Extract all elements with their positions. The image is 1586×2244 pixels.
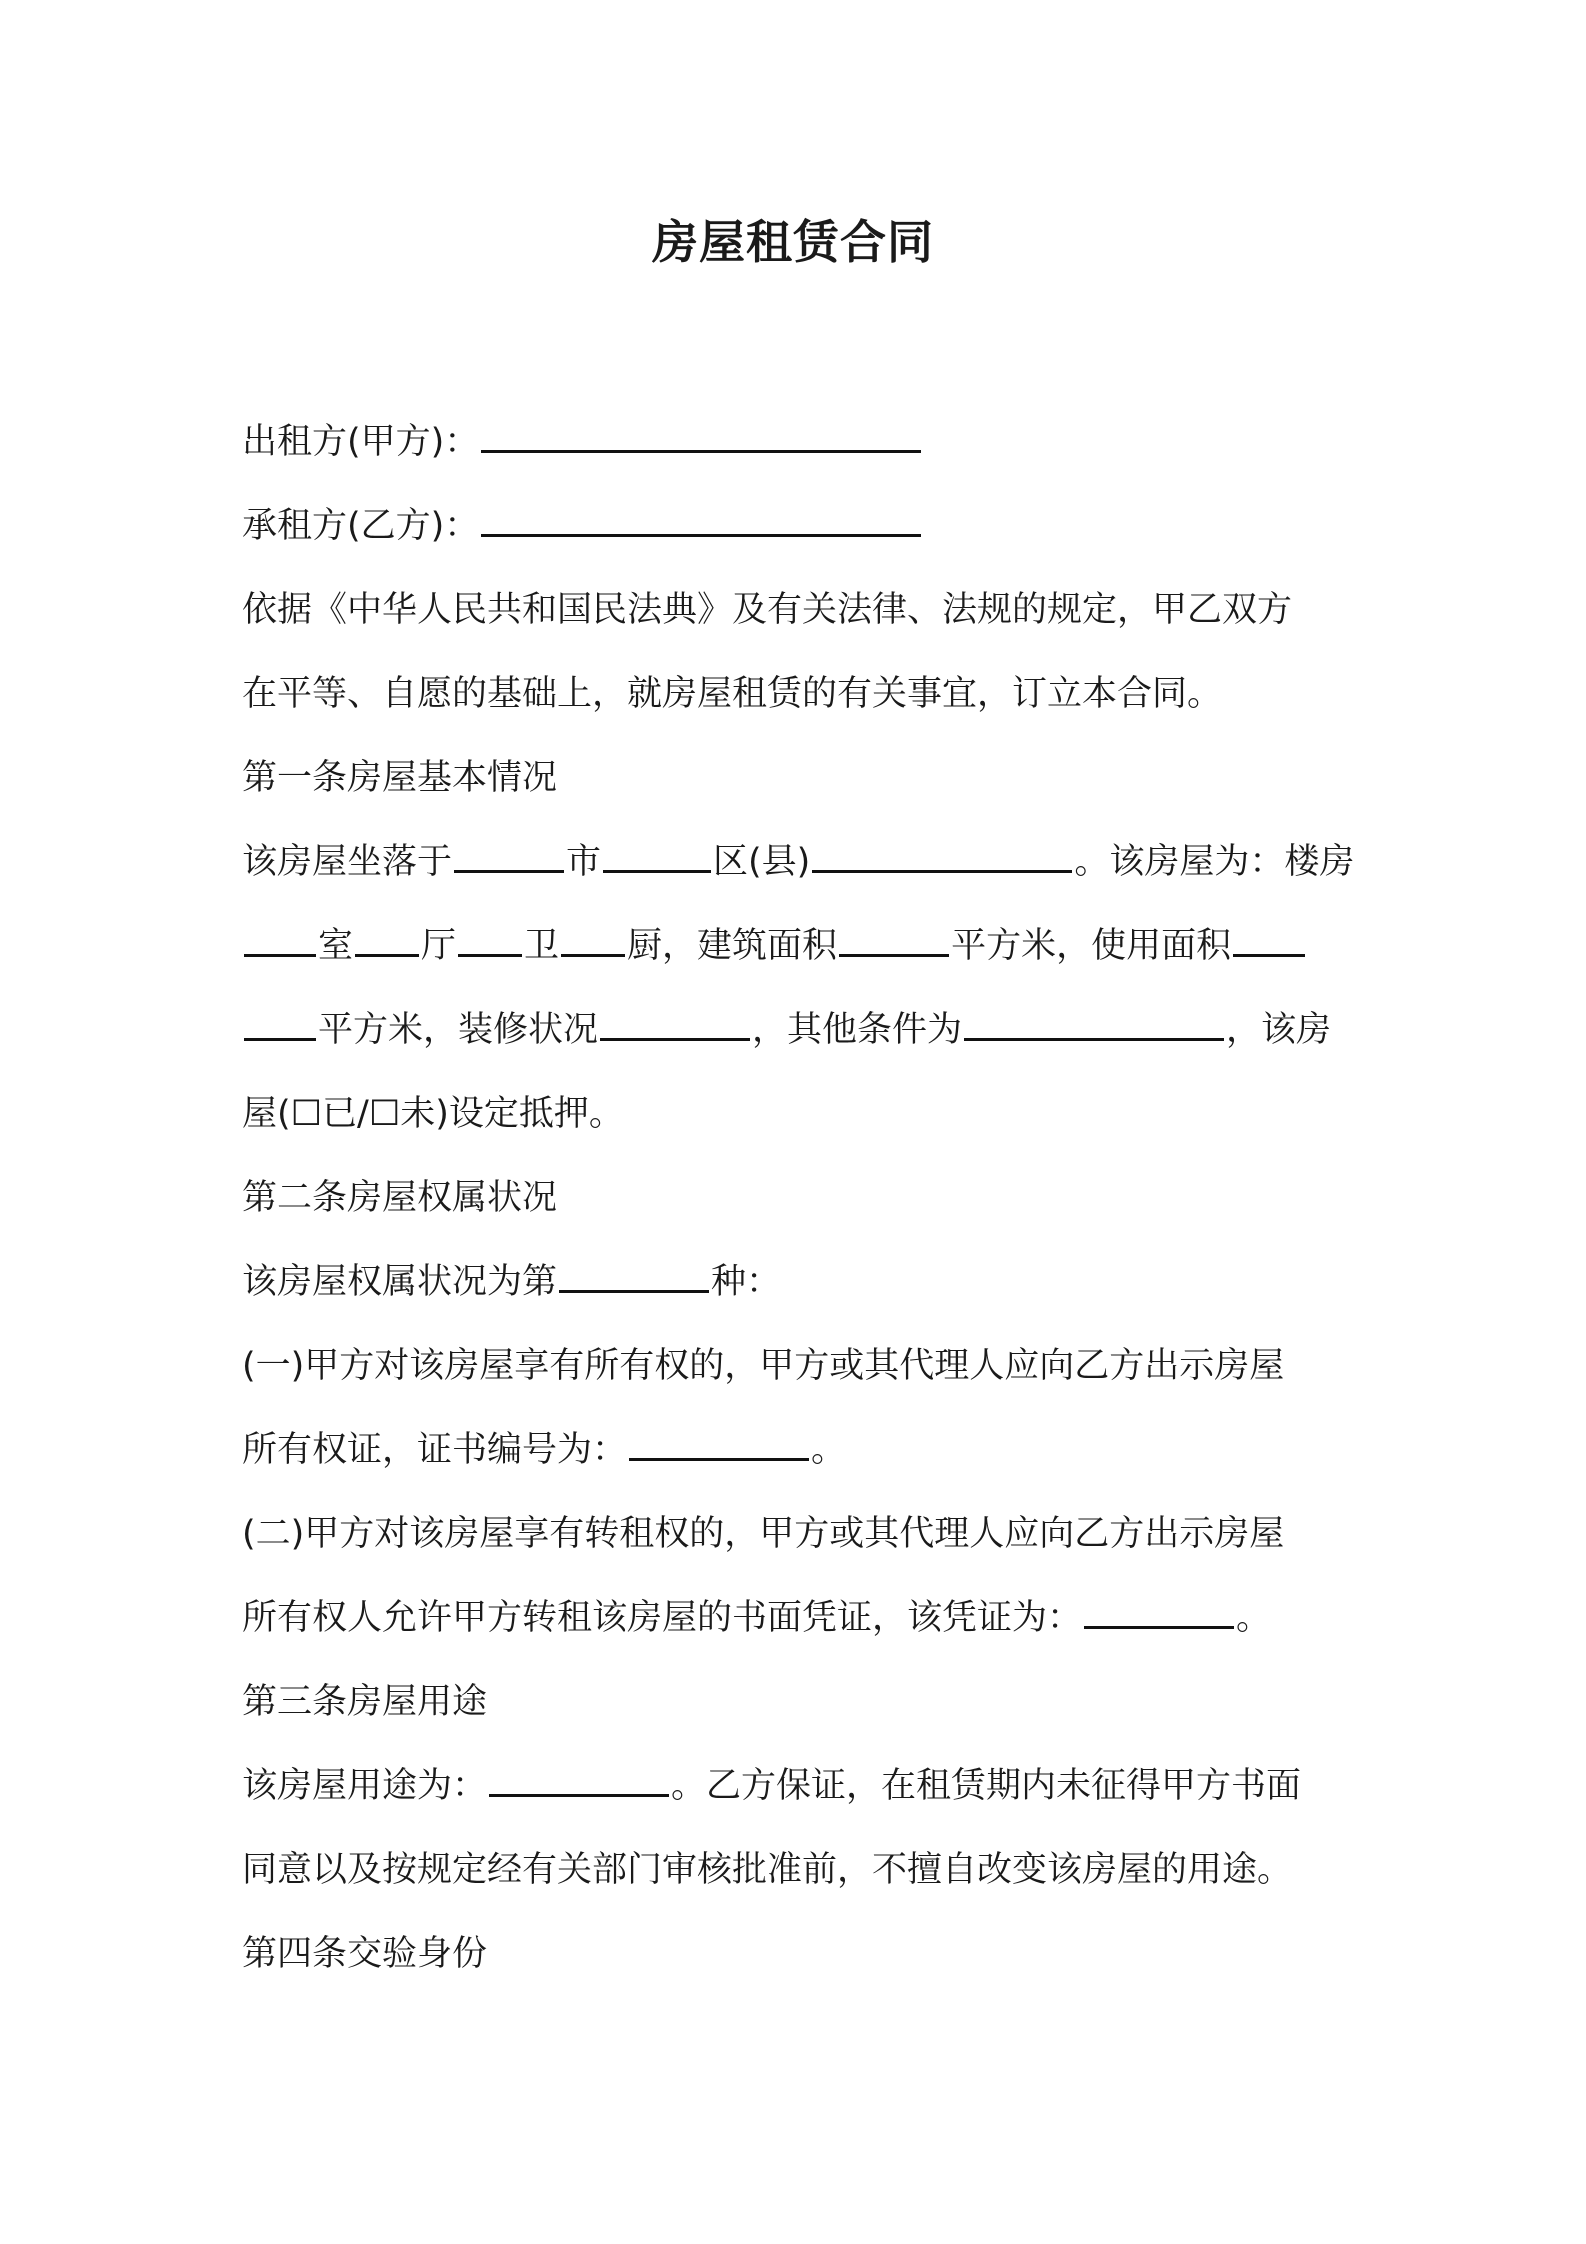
article-3-line-1 [242,1744,1362,1828]
article-4-heading: 第四条交验身份 [242,1934,488,1974]
district-field[interactable] [603,842,711,873]
text: 厅 [421,926,457,966]
text: 该房屋坐落于 [242,842,453,882]
text: 厨，建筑面积 [627,926,838,966]
sublet-certificate-field[interactable] [1084,1598,1234,1629]
article-3-heading: 第三条房屋用途 [242,1682,488,1722]
article-2-item-1-line-2 [242,1408,1362,1492]
article-1-line-4: 屋(☐已/☐未)设定抵押。 [242,1094,624,1134]
article-2-item-2-line-2 [242,1576,1362,1660]
city-field[interactable] [454,842,564,873]
article-1-line-2 [242,904,1362,988]
ownership-type-field[interactable] [559,1262,709,1293]
text: 。该房屋为：楼房 [1074,842,1355,882]
kitchens-field[interactable] [561,926,625,957]
usage-field[interactable] [489,1766,669,1797]
article-1-line-1 [242,820,1362,904]
text: 市 [566,842,602,882]
lessor-name-field[interactable] [481,422,921,453]
rooms-field[interactable] [244,926,316,957]
preamble-line-2: 在平等、自愿的基础上，就房屋租赁的有关事宜，订立本合同。 [242,674,1223,714]
text: 室 [318,926,354,966]
article-2-heading: 第二条房屋权属状况 [242,1178,558,1218]
text: 。 [811,1430,847,1470]
lessor-label: 出租方(甲方)： [242,422,480,462]
text: 所有权证，证书编号为： [242,1430,628,1470]
lessee-name-field[interactable] [481,506,921,537]
lessor-line [242,400,1362,484]
article-1-heading: 第一条房屋基本情况 [242,758,558,798]
text: 。 [1236,1598,1272,1638]
text: 该房屋权属状况为第 [242,1262,558,1302]
text: 。乙方保证，在租赁期内未征得甲方书面 [671,1766,1302,1806]
contract-body [242,400,1362,1996]
article-3-line-2: 同意以及按规定经有关部门审核批准前，不擅自改变该房屋的用途。 [242,1850,1293,1890]
halls-field[interactable] [355,926,419,957]
usable-area-field-cont[interactable] [244,1010,316,1041]
text: ，其他条件为 [752,1010,963,1050]
preamble-line-1: 依据《中华人民共和国民法典》及有关法律、法规的规定，甲乙双方 [242,590,1293,630]
bathrooms-field[interactable] [458,926,522,957]
text: 所有权人允许甲方转租该房屋的书面凭证，该凭证为： [242,1598,1083,1638]
decoration-field[interactable] [600,1010,750,1041]
document-title: 房屋租赁合同 [652,215,934,269]
text: 平方米，使用面积 [951,926,1232,966]
floor-area-field[interactable] [839,926,949,957]
article-2-line-1 [242,1240,1362,1324]
address-field[interactable] [812,842,1072,873]
usable-area-field[interactable] [1233,926,1305,957]
lessee-line [242,484,1362,568]
text: 区(县) [713,842,811,882]
article-2-item-2-line-1: (二)甲方对该房屋享有转租权的，甲方或其代理人应向乙方出示房屋 [242,1514,1285,1554]
article-2-item-1-line-1: (一)甲方对该房屋享有所有权的，甲方或其代理人应向乙方出示房屋 [242,1346,1285,1386]
other-conditions-field[interactable] [964,1010,1224,1041]
text: 平方米，装修状况 [318,1010,599,1050]
text: 该房屋用途为： [242,1766,488,1806]
text: 卫 [524,926,560,966]
text: 种： [711,1262,782,1302]
certificate-number-field[interactable] [629,1430,809,1461]
article-1-line-3 [242,988,1362,1072]
lessee-label: 承租方(乙方)： [242,506,480,546]
text: ，该房 [1226,1010,1332,1050]
